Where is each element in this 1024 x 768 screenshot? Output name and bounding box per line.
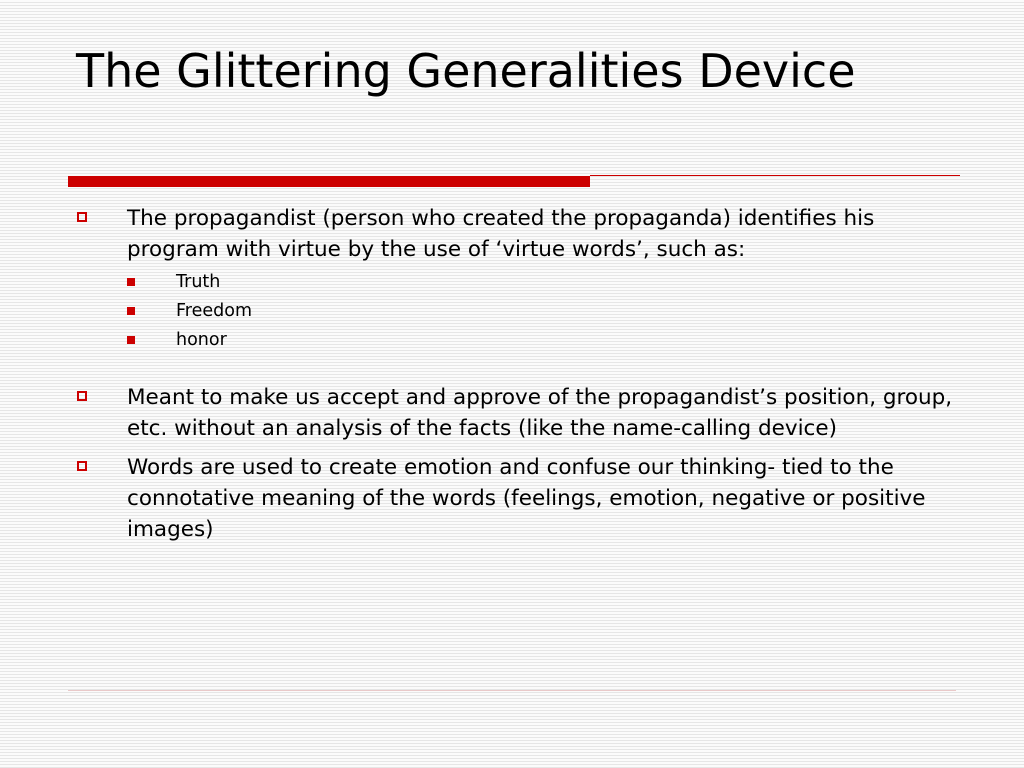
sub-bullet-item [127,326,956,355]
sub-bullet-item [127,268,956,297]
sub-bullet-text: Freedom [176,301,252,321]
bullet-item [76,452,956,545]
solid-square-bullet-icon [127,307,135,315]
hollow-square-bullet-icon [77,461,87,471]
slide-title: The Glittering Generalities Device [76,44,856,98]
solid-square-bullet-icon [127,278,135,286]
hollow-square-bullet-icon [77,212,87,222]
bullet-text: Meant to make us accept and approve of the propagandist’s position, group, etc. without an analysis of the facts (like the name-calling device) [127,385,953,441]
sub-bullet-text: Truth [176,272,221,292]
hollow-square-bullet-icon [77,391,87,401]
sub-bullet-text: honor [176,330,227,350]
title-underline-thin [590,175,960,176]
bullet-item [76,203,956,355]
sub-bullet-list [127,268,956,355]
bullet-item [76,382,956,444]
bullet-text: Words are used to create emotion and confuse our thinking- tied to the connotative meaning of the words (feelings, emotion, negative or positive images) [127,455,926,542]
bullet-text: The propagandist (person who created the propaganda) identifies his program with virtue by the use of ‘virtue words’, such as: [127,206,875,262]
footer-rule [68,690,956,691]
sub-bullet-item [127,297,956,326]
paragraph-spacer [76,363,956,382]
solid-square-bullet-icon [127,336,135,344]
slide-body [76,203,956,553]
title-underline-thick [68,176,590,187]
